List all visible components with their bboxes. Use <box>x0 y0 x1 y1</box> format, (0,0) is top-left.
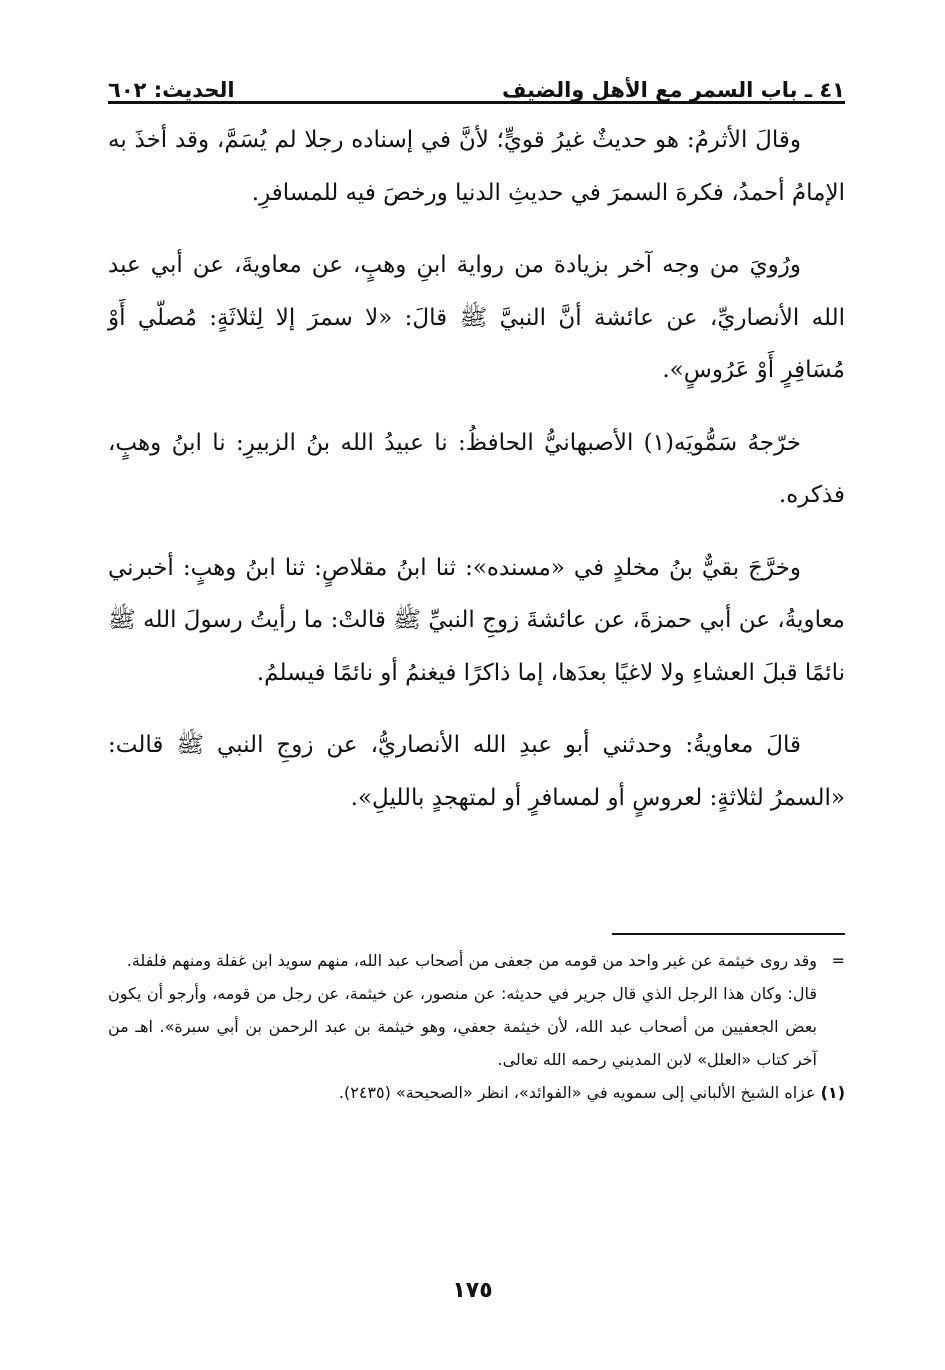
footnote-number: (١) <box>820 1083 845 1102</box>
footnote-1 <box>108 1076 845 1109</box>
continuation-marker: = <box>831 951 845 970</box>
footnotes <box>108 944 845 1109</box>
hadith-reference: الحديث: ٦٠٢ <box>108 78 235 102</box>
footnote-text: وقد روى خيثمة عن غير واحد من قومه من جعفى من أصحاب عبد الله، منهم سويد ابن غفلة ومنهم فلفلة. <box>126 951 817 970</box>
running-header <box>108 70 845 102</box>
footnote-text: عزاه الشيخ الألباني إلى سمويه في «الفوائد»، انظر «الصحيحة» (٢٤٣٥). <box>338 1083 816 1102</box>
chapter-title: ٤١ ـ باب السمر مع الأهل والضيف <box>501 78 845 102</box>
main-text <box>108 114 845 824</box>
paragraph: قالَ معاويةُ: وحدثني أبو عبدِ الله الأنصاريُّ، عن زوجِ النبي ﷺ قالت: «السمرُ لثلاثةٍ: لعروسٍ أو لمسافرٍ أو لمتهجدٍ بالليلِ». <box>108 732 845 811</box>
paragraph: ورُويَ من وجه آخر بزيادة من رواية ابنِ وهبٍ، عن معاويةَ، عن أبي عبد الله الأنصاريِّ، عن عائشة أنَّ النبيَّ ﷺ قالَ: «لا سمرَ إلا لِثلاثَةٍ: مُصلّي أَوْ مُسَافِرٍ أَوْ عَرُوسٍ». <box>108 252 845 383</box>
paragraph: وقالَ الأثرمُ: هو حديثٌ غيرُ قويٍّ؛ لأنَّ في إسناده رجلا لم يُسَمَّ، وقد أخذَ به الإمامُ أحمدُ، فكرهَ السمرَ في حديثِ الدنيا ورخصَ فيه للمسافرِ. <box>108 127 845 206</box>
footnote-divider <box>612 933 845 935</box>
footnote-continuation-paragraph: قال: وكان هذا الرجل الذي قال جرير في حديثه: عن منصور، عن خيثمة، عن رجل من قومه، وأرجو أن يكون بعض الجعفيين من أصحاب عبد الله، لأن خيثمة جعفي، وهو خيثمة بن عبد الرحمن بن أبي سبرة». اهـ من آخر كتاب «العلل» لابن المديني رحمه الله تعالى. <box>108 984 817 1069</box>
page-number: ١٧٥ <box>452 1278 493 1303</box>
footnote-continuation <box>108 944 845 977</box>
paragraph: وخرَّجَ بقيٌّ بنُ مخلدٍ في «مسنده»: ثنا ابنُ مقلاصٍ: ثنا ابنُ وهبٍ: أخبرني معاويةُ، عن أبي حمزةَ، عن عائشةَ زوجِ النبيِّ ﷺ قالتْ: ما رأيتُ رسولَ الله ﷺ نائمًا قبلَ العشاءِ ولا لاغيًا بعدَها، إما ذاكرًا فيغنمُ أو نائمًا فيسلمُ. <box>108 554 845 686</box>
header-divider <box>108 101 845 104</box>
paragraph: خرّجهُ سَمُّويَه(١) الأصبهانيُّ الحافظُ: نا عبيدُ الله بنُ الزبيرِ: نا ابنُ وهبٍ، فذكره. <box>108 429 845 508</box>
